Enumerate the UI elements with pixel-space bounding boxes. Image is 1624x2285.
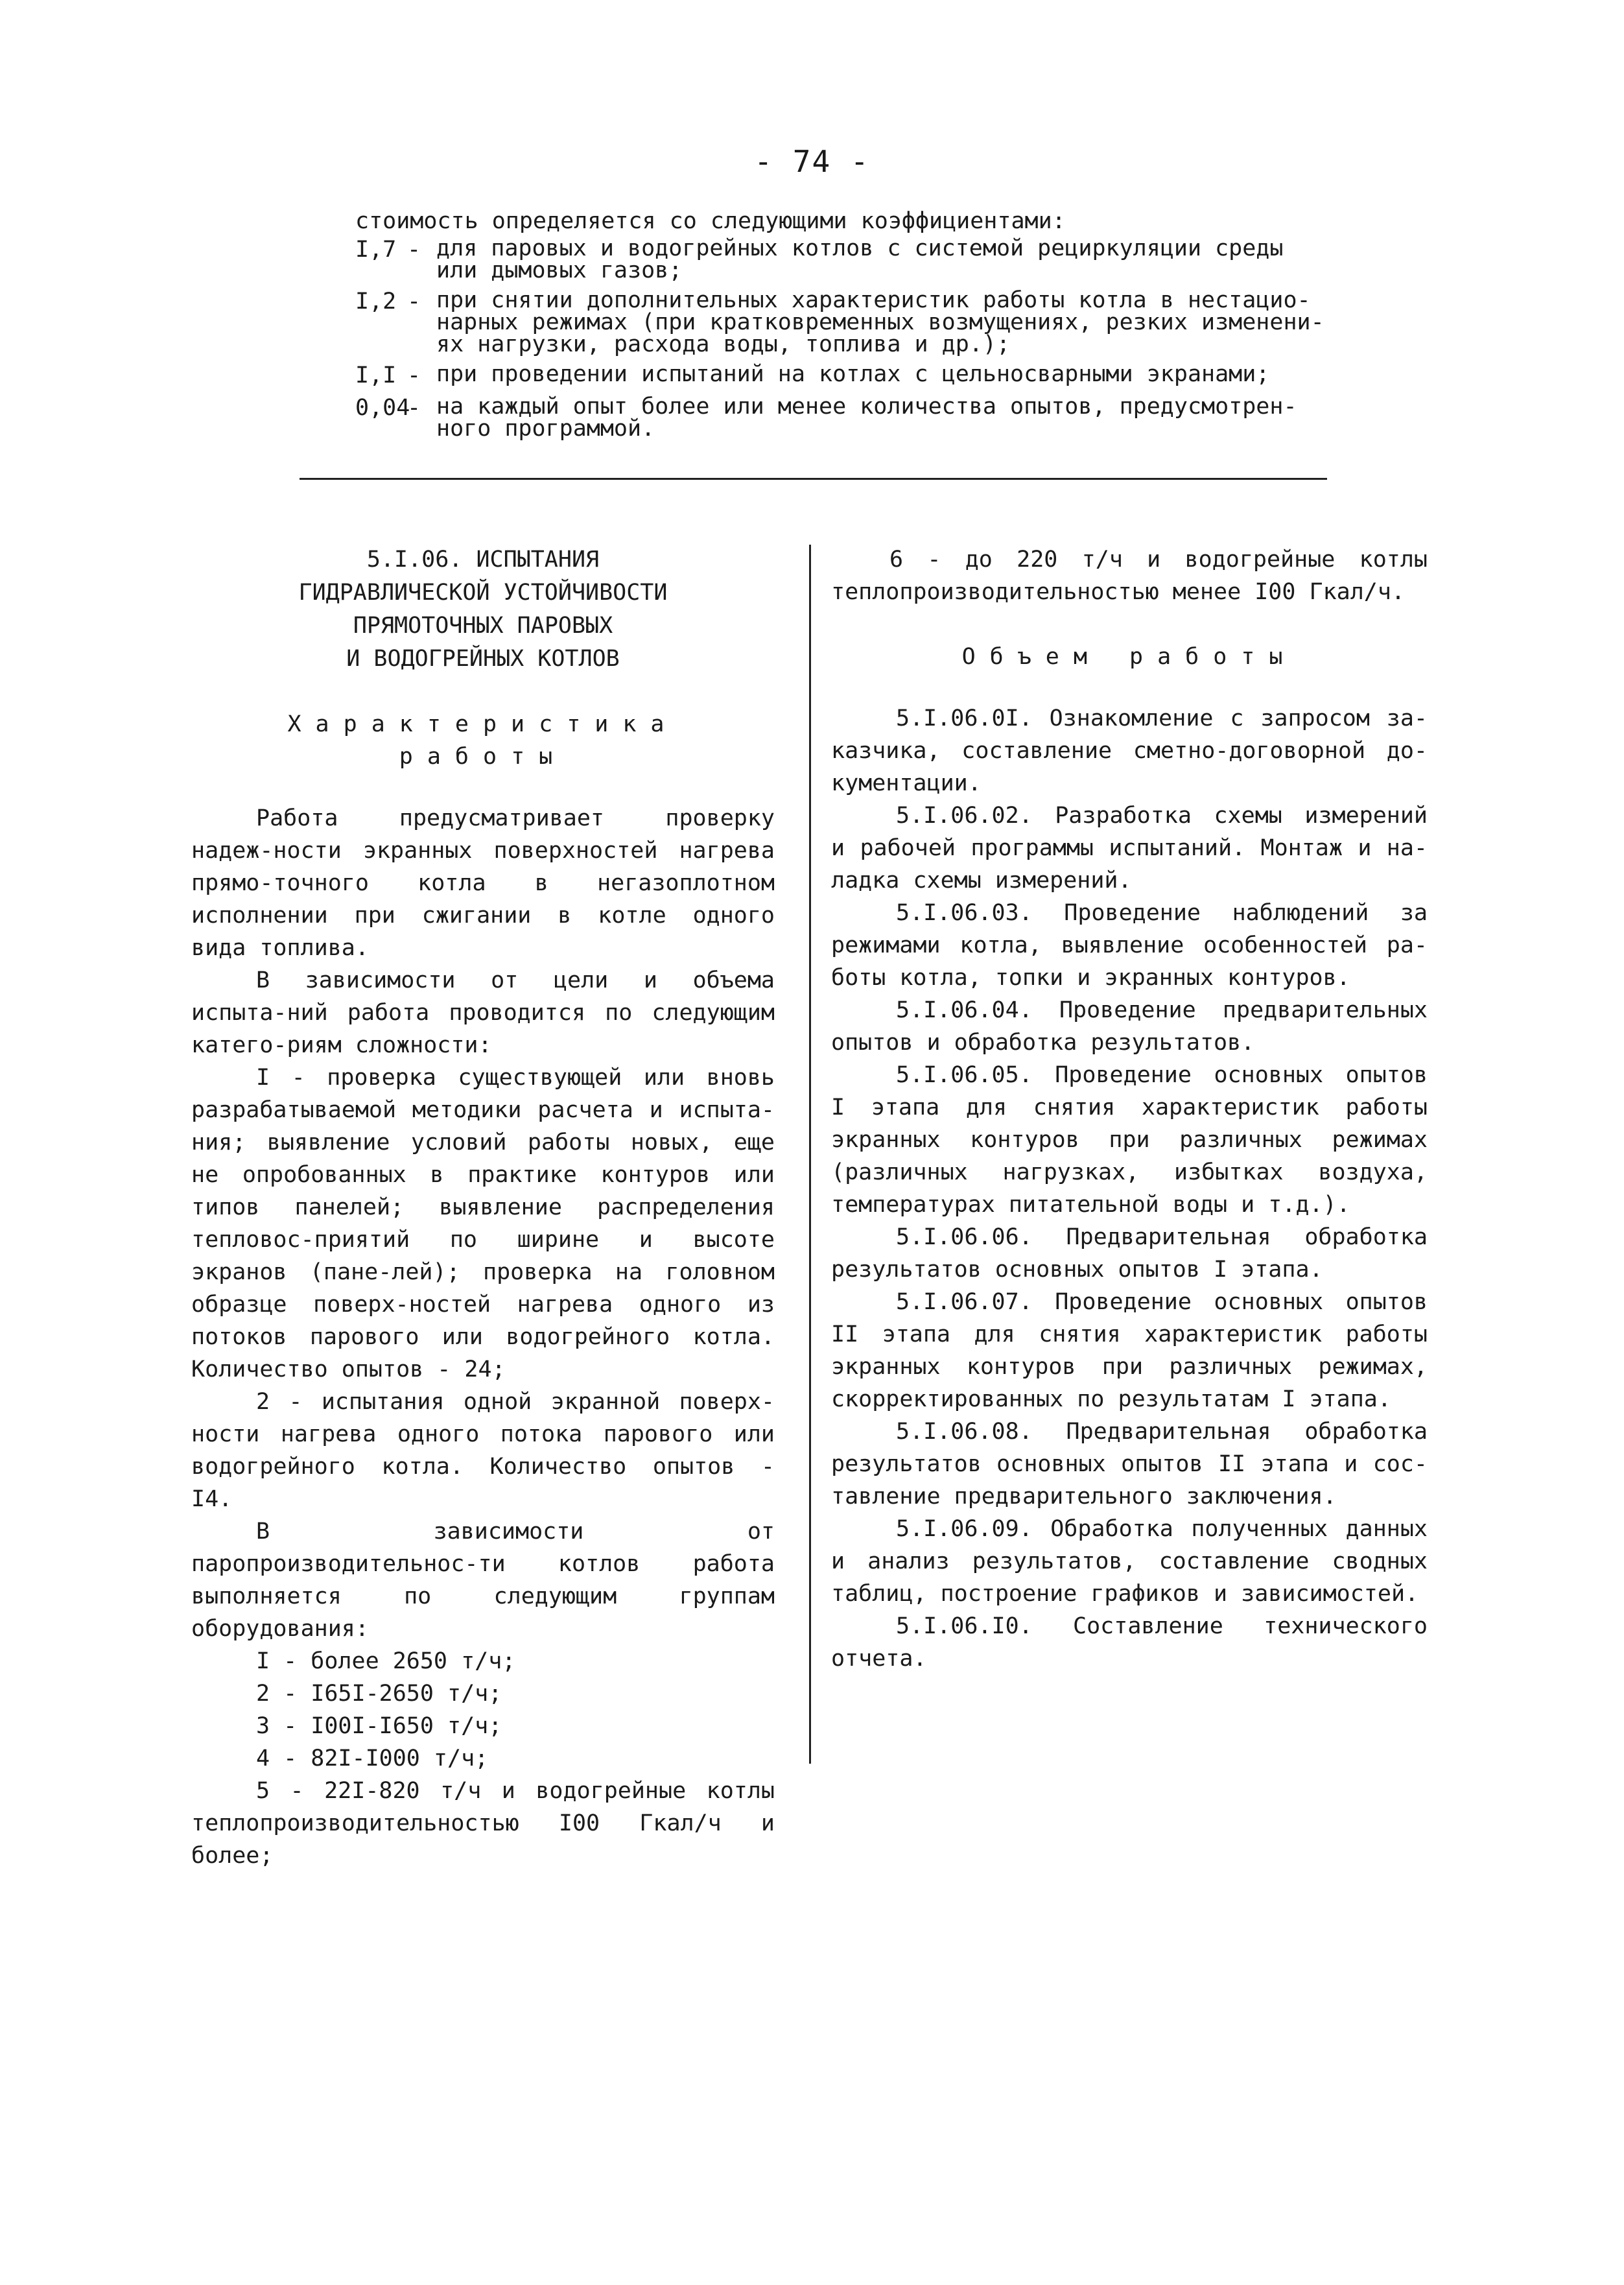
section-title: 5.I.06. ИСПЫТАНИЯ ГИДРАВЛИЧЕСКОЙ УСТОЙЧИВОСТИ ПРЯМОТОЧНЫХ ПАРОВЫХ И ВОДОГРЕЙНЫХ КОТЛОВ: [298, 547, 668, 672]
work-item: 5.I.06.06. Предварительная обработка результатов основных опытов I этапа.: [831, 1224, 1428, 1283]
paragraph: В зависимости от паропроизводительнос-ти котлов работа выполняется по следующим группам оборудования:: [191, 1519, 775, 1642]
work-item: 5.I.06.09. Обработка полученных данных и анализ результатов, составление сводных таблиц, построение графиков и зависимостей.: [831, 1516, 1428, 1607]
section-heading-scope: Объем работы: [961, 644, 1297, 670]
coefficients-intro: стоимость определяется со следующими коэффициентами:: [355, 208, 1066, 234]
coefficient-dash: -: [407, 237, 421, 263]
work-item: 5.I.06.07. Проведение основных опытов II этапа для снятия характеристик работы экранных контуров при различных режимах, скорректированных по результатам I этапа.: [831, 1289, 1428, 1412]
paragraph: Работа предусматривает проверку надеж-ности экранных поверхностей нагрева прямо-точного котла в негазоплотном исполнении при сжигании в котле одного вида топлива.: [191, 805, 775, 961]
work-item: 5.I.06.02. Разработка схемы измерений и рабочей программы испытаний. Монтаж и на-ладка схемы измерений.: [831, 803, 1428, 894]
paragraph: I - проверка существующей или вновь разрабатываемой методики расчета и испыта-ния; выявление условий работы новых, еще не опробованных в практике контуров или типов панелей; выявление распределения тепловос-приятий по ширине и высоте экранов (пане-лей); проверка на головном образце поверх-ностей нагрева одного из потоков парового или водогрейного котла. Количество опытов - 24;: [191, 1065, 775, 1382]
equipment-group: 3 - I00I-I650 т/ч;: [256, 1713, 502, 1739]
coefficient-text: при проведении испытаний на котлах с цельносварными экранами;: [436, 361, 1270, 387]
coefficients-block: [355, 209, 1328, 447]
coefficient-text: на каждый опыт более или менее количества опытов, предусмотрен- ного программой.: [436, 394, 1297, 442]
page-number: - 74 -: [754, 144, 870, 179]
coefficient-item: [355, 237, 1328, 281]
column-divider: [809, 545, 811, 1764]
coefficient-value: 0,04: [355, 395, 410, 421]
left-column: [191, 543, 775, 1872]
coefficient-item: [355, 396, 1328, 440]
work-item: 5.I.06.05. Проведение основных опытов I этапа для снятия характеристик работы экранных контуров при различных режимах (различных нагрузках, избытках воздуха, температурах питательной воды и т.д.).: [831, 1062, 1428, 1218]
coefficient-value: I,2: [355, 289, 397, 314]
coefficient-dash: -: [407, 362, 421, 388]
coefficient-dash: -: [407, 395, 421, 421]
coefficient-item: [355, 363, 1328, 388]
work-items: [831, 702, 1428, 1675]
work-item: 5.I.06.03. Проведение наблюдений за режимами котла, выявление особенностей ра-боты котла, топки и экранных контуров.: [831, 900, 1428, 991]
coefficient-dash: -: [407, 289, 421, 314]
coefficient-value: I,7: [355, 237, 397, 263]
equipment-group: 6 - до 220 т/ч и водогрейные котлы теплопроизводительностью менее I00 Гкал/ч.: [831, 547, 1428, 605]
equipment-group: 4 - 82I-I000 т/ч;: [256, 1746, 489, 1771]
section-heading-characteristics: Характеристика работы: [287, 711, 679, 770]
right-column: [831, 543, 1428, 1675]
work-item: 5.I.06.I0. Составление технического отчета.: [831, 1613, 1428, 1672]
coefficient-text: для паровых и водогрейных котлов с системой рециркуляции среды или дымовых газов;: [436, 235, 1284, 283]
work-item: 5.I.06.0I. Ознакомление с запросом за-казчика, составление сметно-договорной до-кументации.: [831, 705, 1428, 796]
work-item: 5.I.06.08. Предварительная обработка результатов основных опытов II этапа и сос-тавление предварительного заключения.: [831, 1419, 1428, 1510]
coefficient-item: [355, 289, 1328, 355]
coefficient-text: при снятии дополнительных характеристик работы котла в нестацио- нарных режимах (при кратковременных возмущениях, резких изменени- ях нагрузки, расхода воды, топлива и др.);: [436, 287, 1324, 357]
paragraph: 2 - испытания одной экранной поверх-ности нагрева одного потока парового или водогрейного котла. Количество опытов - I4.: [191, 1389, 775, 1512]
equipment-group: 2 - I65I-2650 т/ч;: [256, 1681, 502, 1707]
horizontal-divider: [300, 478, 1327, 480]
equipment-group: I - более 2650 т/ч;: [256, 1648, 516, 1674]
equipment-group: 5 - 22I-820 т/ч и водогрейные котлы теплопроизводительностью I00 Гкал/ч и более;: [191, 1778, 775, 1869]
paragraph: В зависимости от цели и объема испыта-ний работа проводится по следующим катего-риям сложности:: [191, 967, 775, 1058]
coefficient-value: I,I: [355, 362, 397, 388]
work-item: 5.I.06.04. Проведение предварительных опытов и обработка результатов.: [831, 997, 1428, 1056]
